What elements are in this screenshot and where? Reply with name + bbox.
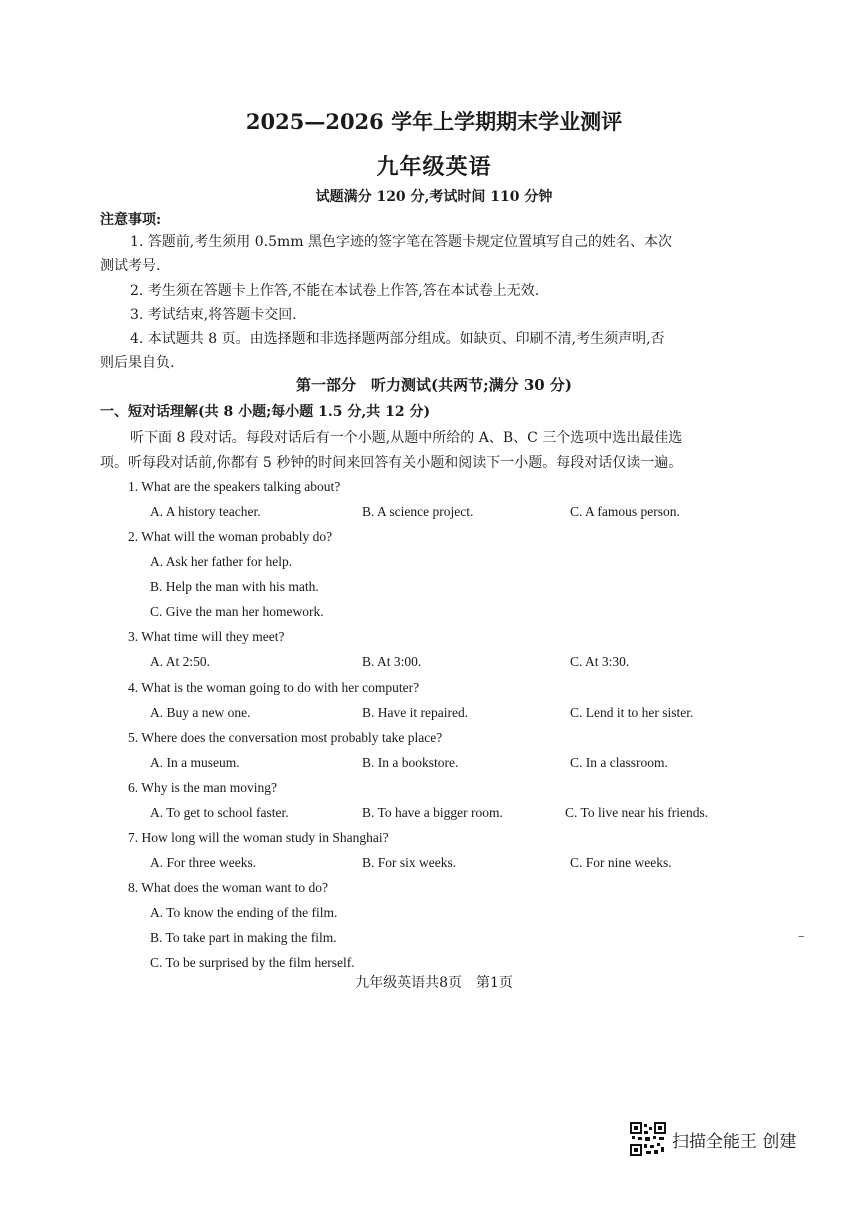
question-8: 8. What does the woman want to do? bbox=[128, 880, 328, 895]
notice-item-2: 2. 考生须在答题卡上作答,不能在本试卷上作答,答在本试卷上无效. bbox=[130, 283, 540, 299]
q4-option-c: C. Lend it to her sister. bbox=[570, 705, 694, 720]
question-6: 6. Why is the man moving? bbox=[128, 780, 277, 795]
q5-option-a: A. In a museum. bbox=[150, 755, 240, 770]
section-one-heading: 一、短对话理解(共 8 小题;每小题 1.5 分,共 12 分) bbox=[100, 404, 431, 420]
notice-item-3: 3. 考试结束,将答题卡交回. bbox=[130, 307, 297, 323]
margin-mark: – bbox=[798, 929, 805, 944]
qr-code-icon bbox=[630, 1122, 666, 1156]
exam-meta: 试题满分 120 分,考试时间 110 分钟 bbox=[315, 189, 553, 205]
q2-option-c: C. Give the man her homework. bbox=[150, 604, 324, 619]
question-2: 2. What will the woman probably do? bbox=[128, 529, 333, 544]
q6-option-c: C. To live near his friends. bbox=[565, 805, 709, 820]
instruction-line-1: 听下面 8 段对话。每段对话后有一个小题,从题中所给的 A、B、C 三个选项中选出最佳选 bbox=[130, 430, 683, 446]
notice-item-1-line-2: 测试考号. bbox=[100, 258, 161, 274]
notice-item-1-line-1: 1. 答题前,考生须用 0.5mm 黑色字迹的签字笔在答题卡规定位置填写自己的姓名、本次 bbox=[130, 234, 672, 250]
q7-option-c: C. For nine weeks. bbox=[570, 855, 672, 870]
q5-option-c: C. In a classroom. bbox=[570, 755, 668, 770]
notice-item-4-line-1: 4. 本试题共 8 页。由选择题和非选择题两部分组成。如缺页、印刷不清,考生须声明,否 bbox=[130, 331, 665, 347]
q8-option-a: A. To know the ending of the film. bbox=[150, 905, 338, 920]
part-one-title: 第一部分 听力测试(共两节;满分 30 分) bbox=[295, 376, 573, 394]
question-5: 5. Where does the conversation most probably take place? bbox=[128, 730, 443, 745]
q3-option-a: A. At 2:50. bbox=[150, 654, 211, 669]
q1-option-b: B. A science project. bbox=[362, 504, 474, 519]
q1-option-a: A. A history teacher. bbox=[150, 504, 261, 519]
scanner-watermark: 扫描全能王 创建 bbox=[672, 1132, 797, 1152]
exam-title: 2025—2026 学年上学期期末学业测评 bbox=[245, 109, 623, 134]
q7-option-a: A. For three weeks. bbox=[150, 855, 257, 870]
notice-heading: 注意事项: bbox=[100, 212, 162, 228]
q1-option-c: C. A famous person. bbox=[570, 504, 680, 519]
q6-option-a: A. To get to school faster. bbox=[150, 805, 289, 820]
q4-option-b: B. Have it repaired. bbox=[362, 705, 469, 720]
q3-option-c: C. At 3:30. bbox=[570, 654, 630, 669]
instruction-line-2: 项。听每段对话前,你都有 5 秒钟的时间来回答有关小题和阅读下一小题。每段对话仅读一遍。 bbox=[100, 455, 683, 471]
subject-title: 九年级英语 bbox=[376, 154, 492, 180]
question-1: 1. What are the speakers talking about? bbox=[128, 479, 341, 494]
q4-option-a: A. Buy a new one. bbox=[150, 705, 251, 720]
page-footer: 九年级英语共8页 第1页 bbox=[355, 975, 513, 991]
q2-option-b: B. Help the man with his math. bbox=[150, 579, 319, 594]
q7-option-b: B. For six weeks. bbox=[362, 855, 457, 870]
question-3: 3. What time will they meet? bbox=[128, 629, 285, 644]
question-7: 7. How long will the woman study in Shanghai? bbox=[128, 830, 389, 845]
q3-option-b: B. At 3:00. bbox=[362, 654, 422, 669]
q6-option-b: B. To have a bigger room. bbox=[362, 805, 503, 820]
notice-item-4-line-2: 则后果自负. bbox=[100, 355, 175, 371]
q8-option-b: B. To take part in making the film. bbox=[150, 930, 337, 945]
q8-option-c: C. To be surprised by the film herself. bbox=[150, 955, 355, 970]
question-4: 4. What is the woman going to do with her computer? bbox=[128, 680, 420, 695]
q5-option-b: B. In a bookstore. bbox=[362, 755, 459, 770]
q2-option-a: A. Ask her father for help. bbox=[150, 554, 293, 569]
